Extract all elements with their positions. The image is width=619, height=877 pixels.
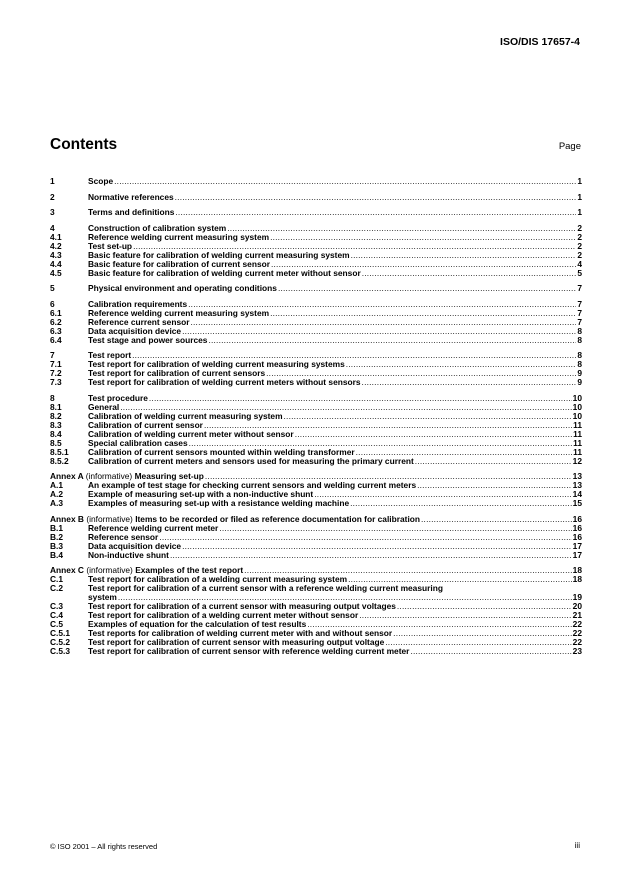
annex-informative: (informative) [85,471,133,481]
toc-section [50,351,582,387]
toc-entry-title: Basic feature for calibration of welding current measuring system [88,249,350,260]
toc-entry-title: Construction of calibration system [88,222,227,233]
toc-entry-page: 10 [572,392,582,403]
toc-entry-number: C.1 [50,574,64,584]
dot-leader [397,602,572,611]
annex-page: 13 [572,471,582,481]
toc-entry-title: Calibration requirements [88,298,188,309]
toc-entry-page: 9 [577,377,582,387]
annex-page: 16 [572,513,582,524]
toc-entry-number: B.1 [50,522,64,533]
toc-entry-number: 4.5 [50,267,62,278]
toc-entry-title: Basic feature for calibration of current sensor [88,258,270,269]
dot-leader [227,224,576,233]
toc-entry-page: 2 [577,231,582,242]
toc-entry-page: 1 [577,207,582,217]
toc-entry-number: 1 [50,176,55,186]
toc-entry-title: Physical environment and operating conditions [88,283,277,293]
table-of-contents [50,177,582,663]
toc-entry-number: 8.4 [50,428,62,439]
dot-leader [170,551,572,560]
toc-entry-page: 17 [572,540,582,551]
toc-entry[interactable] [50,177,582,186]
toc-entry[interactable] [50,378,582,387]
toc-entry-number: 5 [50,283,55,293]
toc-entry-page: 11 [573,446,582,457]
toc-entry-title: Test report for calibration of current sensors [88,368,266,378]
toc-entry-page: 17 [572,549,582,560]
toc-entry[interactable] [50,336,582,345]
toc-entry-page: 2 [577,249,582,260]
toc-entry-page: 13 [572,480,582,490]
toc-entry-page: 16 [572,522,582,533]
dot-leader [190,318,576,327]
toc-entry-number: 6.3 [50,325,62,336]
toc-entry-number: C.4 [50,610,64,620]
toc-entry-number: A.3 [50,498,64,508]
annex-informative: (informative) [86,565,133,575]
toc-entry-title: Non-inductive shunt [88,549,169,560]
toc-entry-number: 4.4 [50,258,62,269]
toc-entry-number: C.3 [50,601,64,611]
toc-entry-page: 10 [572,401,582,412]
contents-title: Contents [50,136,118,153]
toc-section [50,394,582,466]
toc-entry-page: 18 [572,574,582,584]
dot-leader [362,269,577,278]
annex-title: Items to be recorded or filed as reference documentation for calibration [135,513,421,524]
toc-entry-title: Reference welding current meter [88,522,219,533]
toc-entry-number: 8.3 [50,419,62,430]
page-column-label: Page [558,141,581,152]
toc-entry-number: B.4 [50,549,64,560]
toc-entry-number: 6.2 [50,316,62,327]
toc-entry-title: Data acquisition device [88,540,182,551]
toc-entry-page: 14 [572,489,582,499]
toc-entry-number: B.3 [50,540,64,551]
toc-entry-title: Test set-up [88,240,133,251]
toc-entry-title: Calibration of current sensors mounted within welding transformer [88,446,355,457]
toc-entry-number: 8.2 [50,410,62,421]
toc-section [50,224,582,278]
annex-informative: (informative) [86,513,133,524]
dot-leader [410,647,571,656]
toc-entry-number: 7.2 [50,368,62,378]
toc-entry-title: Test procedure [88,392,148,403]
toc-entry-title: Basic feature for calibration of welding current meter without sensor [88,267,361,278]
toc-entry-page: 8 [577,359,582,369]
toc-entry-title: Test report for calibration of welding current measuring systems [88,359,345,369]
toc-entry-number: 6.4 [50,334,62,345]
toc-entry-title: Test report for calibration of a current sensor with a reference welding current measuring [88,583,443,593]
toc-section [50,177,582,186]
toc-entry-number: 7.3 [50,377,62,387]
toc-entry-title: Test report [88,350,132,360]
dot-leader [362,378,577,387]
toc-entry-title-continued: system [88,592,117,602]
toc-entry-title: Calibration of current sensor [88,419,203,430]
toc-entry-number: C.5.2 [50,637,71,647]
toc-entry-title: General [88,401,120,412]
toc-entry[interactable] [50,551,582,560]
toc-entry[interactable] [50,208,582,217]
toc-entry-number: 8 [50,392,55,403]
dot-leader [314,490,571,499]
toc-entry-page: 22 [572,619,582,629]
toc-entry-title: Examples of equation for the calculation of test results [88,619,307,629]
dot-leader [278,284,576,293]
toc-entry[interactable] [50,584,582,593]
toc-entry-title: Reference welding current measuring system [88,231,270,242]
toc-entry-number: A.2 [50,489,64,499]
toc-entry-title: An example of test stage for checking current sensors and welding current meters [88,480,417,490]
toc-entry-number: 2 [50,191,55,202]
toc-section [50,193,582,202]
annex-page: 18 [572,565,582,575]
toc-entry-number: 4 [50,222,55,233]
toc-entry-number: C.5.1 [50,628,71,638]
dot-leader [385,638,571,647]
toc-entry-page: 11 [573,437,582,448]
dot-leader [417,481,572,490]
toc-entry[interactable] [50,394,582,403]
toc-entry-page: 22 [572,628,582,638]
dot-leader [182,542,572,551]
dot-leader [208,336,576,345]
dot-leader [346,360,577,369]
toc-entry-page: 23 [572,646,582,656]
toc-entry-number: B.2 [50,531,64,542]
dot-leader [350,499,572,508]
toc-entry-page: 7 [577,316,582,327]
toc-entry-page: 1 [577,176,582,186]
toc-entry-title: Test report for calibration of a current sensor with measuring output voltages [88,601,396,611]
toc-entry-page: 22 [572,637,582,647]
annex-section [50,515,582,560]
toc-entry-page: 10 [572,410,582,421]
page-number: iii [574,841,580,850]
dot-leader [159,533,571,542]
annex-title: Examples of the test report [135,565,244,575]
toc-entry-title: Examples of measuring set-up with a resistance welding machine [88,498,350,508]
toc-entry-title: Calibration of welding current measuring system [88,410,283,421]
dot-leader [270,309,576,318]
dot-leader [284,412,572,421]
toc-entry-page: 2 [577,240,582,251]
dot-leader [219,524,571,533]
annex-label: Annex A [50,471,84,481]
toc-entry-page: 7 [577,307,582,318]
dot-leader [149,394,572,403]
toc-entry-number: 8.5 [50,437,62,448]
toc-entry-title: Reference welding current measuring system [88,307,270,318]
toc-entry-number: 6 [50,298,55,309]
toc-entry-number: 4.2 [50,240,62,251]
toc-entry-page: 20 [572,601,582,611]
toc-entry-number: C.5 [50,619,64,629]
toc-entry-title: Normative references [88,191,174,202]
toc-entry-title: Reference current sensor [88,316,190,327]
toc-entry-title: Test report for calibration of current sensor with reference welding current meter [88,646,410,656]
copyright-notice: © ISO 2001 – All rights reserved [50,842,158,851]
toc-entry-number: 4.1 [50,231,62,242]
toc-entry-title: Test report for calibration of welding current meters without sensors [88,377,361,387]
toc-entry-page: 11 [573,419,582,430]
toc-entry-title: Test report for calibration of a welding current measuring system [88,574,348,584]
toc-entry-page: 1 [577,191,582,202]
toc-entry-page: 2 [577,222,582,233]
annex-section [50,472,582,508]
toc-entry-title: Special calibration cases [88,437,188,448]
toc-entry-number: 8.5.2 [50,455,69,466]
toc-entry-number: 8.1 [50,401,62,412]
dot-leader [270,233,576,242]
toc-section [50,300,582,345]
toc-entry[interactable] [50,647,582,656]
dot-leader [351,251,577,260]
toc-entry-page: 15 [572,498,582,508]
toc-entry-title: Example of measuring set-up with a non-inductive shunt [88,489,314,499]
toc-entry-number: C.5.3 [50,646,71,656]
toc-entry-title: Reference sensor [88,531,159,542]
toc-entry-number: 7 [50,350,55,360]
toc-entry-number: C.2 [50,583,64,593]
toc-entry-page: 7 [577,283,582,293]
toc-entry[interactable] [50,193,582,202]
toc-entry-page: 12 [572,455,582,466]
dot-leader [295,430,572,439]
toc-entry[interactable] [50,284,582,293]
toc-entry-title: Calibration of welding current meter without sensor [88,428,294,439]
toc-entry-number: 4.3 [50,249,62,260]
toc-entry-page: 8 [577,350,582,360]
toc-section [50,284,582,293]
toc-entry-title: Test report for calibration of current sensor with measuring output voltage [88,637,385,647]
toc-entry-number: 6.1 [50,307,62,318]
toc-entry-page: 16 [572,531,582,542]
toc-entry-page: 5 [577,267,582,278]
toc-entry-number: A.1 [50,480,64,490]
toc-entry-page: 4 [577,258,582,269]
dot-leader [175,208,576,217]
toc-entry-title: Test reports for calibration of welding current meter with and without sensor [88,628,393,638]
dot-leader [393,629,572,638]
toc-entry-title: Test stage and power sources [88,334,208,345]
dot-leader [415,457,572,466]
toc-entry-page: 9 [577,368,582,378]
document-id: ISO/DIS 17657-4 [500,36,580,48]
annex-label: Annex B [50,513,84,524]
dot-leader [175,193,577,202]
annex-label: Annex C [50,565,84,575]
toc-entry-title: Terms and definitions [88,207,175,217]
toc-entry-page: 11 [573,428,582,439]
toc-entry[interactable] [50,457,582,466]
toc-entry[interactable] [50,269,582,278]
toc-section [50,208,582,217]
toc-entry-title: Scope [88,176,114,186]
toc-entry-page: 21 [572,610,582,620]
dot-leader [114,177,576,186]
toc-entry-number: 8.5.1 [50,446,69,457]
dot-leader [421,515,572,524]
toc-entry-page: 8 [577,334,582,345]
toc-entry[interactable] [50,499,582,508]
annex-section [50,566,582,656]
toc-entry-title: Test report for calibration of a welding current meter without sensor [88,610,359,620]
toc-entry-number: 3 [50,207,55,217]
toc-entry-page: 8 [577,325,582,336]
dot-leader [359,611,571,620]
toc-entry-title: Calibration of current meters and sensors used for measuring the primary current [88,455,414,466]
annex-title: Measuring set-up [134,471,204,481]
toc-entry-title: Data acquisition device [88,325,182,336]
toc-entry-number: 7.1 [50,359,62,369]
toc-entry-page: 19 [572,592,582,602]
dot-leader [182,327,576,336]
toc-entry-page: 7 [577,298,582,309]
